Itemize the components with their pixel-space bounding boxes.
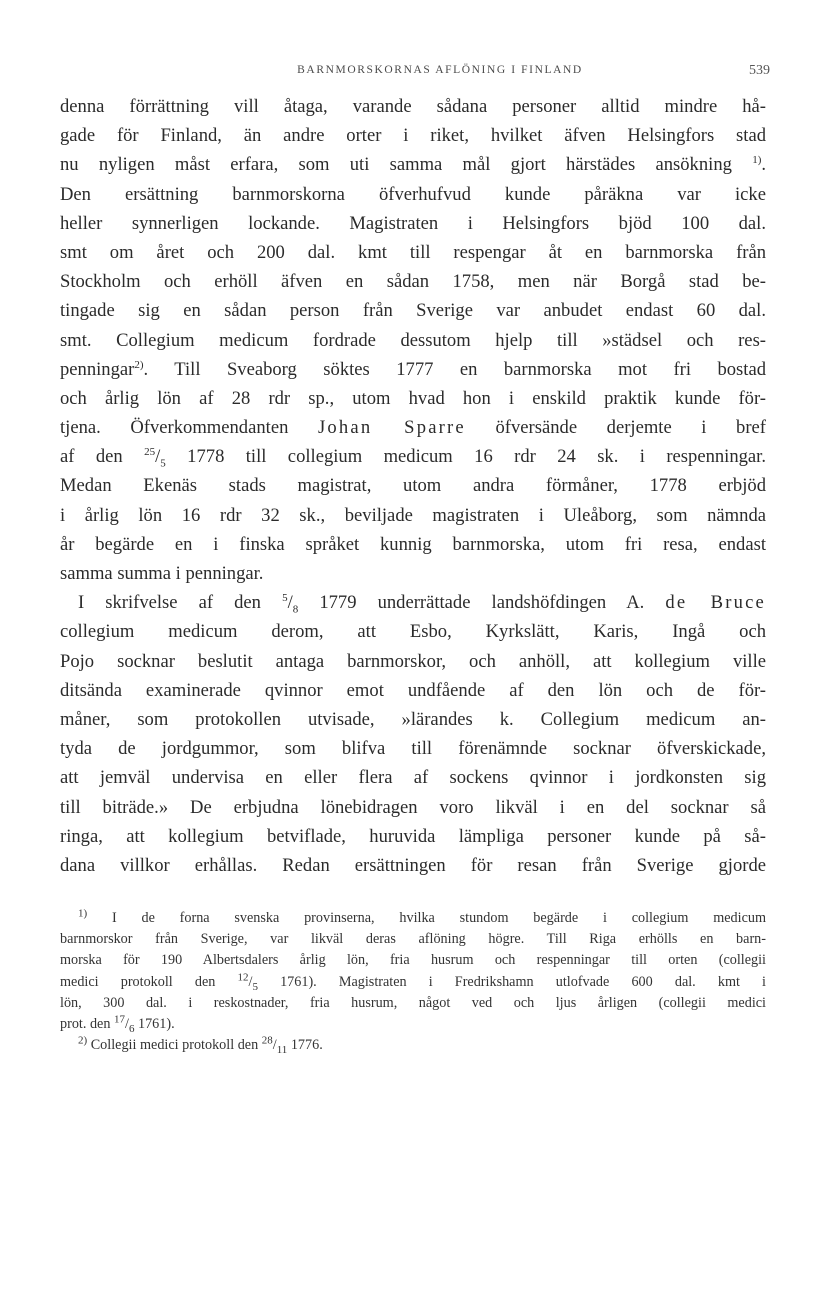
footnote-line (60, 972, 766, 993)
text-line: att jemväl undervisa en eller flera af sockens qvinnor i jordkonsten sig (60, 767, 766, 789)
running-title: BARNMORSKORNAS AFLÖNING I FINLAND (297, 64, 583, 76)
text-line: till biträde.» De erbjudna lönebidragen voro likväl i en del socknar så (60, 796, 766, 818)
footnote-line: barnmorskor från Sverige, var likväl deras aflöning högre. Till Riga erhölls en barn- (60, 931, 766, 948)
text-segment: nu nyligen måst erfara, som uti samma mål gjort härstädes ansökning (60, 154, 732, 176)
running-header (0, 62, 830, 82)
text-segment: 1761). Magistraten i Fredrikshamn utlofvade 600 dal. kmt i (280, 973, 766, 990)
text-segment: 1761). (137, 1015, 175, 1032)
text-line: collegium medicum derom, att Esbo, Kyrkslätt, Karis, Ingå och (60, 621, 766, 643)
text-segment: penningar (60, 358, 135, 380)
footnote-ref: 2) (134, 358, 144, 371)
text-segment: I skrifvelse af den (78, 592, 261, 614)
date-fraction: $^5/_8$ (282, 592, 299, 616)
text-line: ringa, att kollegium betviflade, huruvida lämpliga personer kunde på så- (60, 825, 766, 847)
text-segment: medici protokoll den (60, 973, 216, 990)
text-line: gade för Finland, än andre orter i riket, hvilket äfven Helsingfors stad (60, 125, 766, 147)
text-line: dana villkor erhållas. Redan ersättningen för resan från Sverige gjorde (60, 854, 766, 876)
text-line: ditsända examinerade qvinnor emot undfående af den lön och de för- (60, 679, 766, 701)
text-line: penningar$^{2)}$. Till Sveaborg söktes 1777 en barnmorska mot fri bostad (60, 358, 766, 380)
date-fraction: $^{17}/_6$ (113, 1013, 135, 1035)
person-name: Johan Sparre (317, 417, 466, 439)
body-text (60, 92, 766, 880)
footnote-line (60, 1014, 766, 1035)
text-line: i årlig lön 16 rdr 32 sk., beviljade magistraten i Uleåborg, som nämnda (60, 504, 766, 526)
text-segment: Till Sveaborg söktes 1777 en barnmorska mot fri bostad (174, 358, 766, 380)
text-line: och årlig lön af 28 rdr sp., utom hvad hon i enskild praktik kunde för- (60, 387, 766, 409)
text-segment: I de forna svenska provinserna, hvilka stundom begärde i collegium medicum (111, 910, 767, 926)
text-line: Stockholm och erhöll äfven en sådan 1758, men när Borgå stad be- (60, 271, 766, 293)
text-line: Medan Ekenäs stads magistrat, utom andra förmåner, 1778 erbjöd (60, 475, 766, 497)
text-line (60, 442, 766, 471)
footnote-ref: 1) (752, 154, 762, 167)
text-segment: Collegii medici protokoll den (90, 1037, 259, 1054)
text-line (60, 588, 766, 617)
text-line: samma summa i penningar. (60, 563, 264, 584)
person-name: de Bruce (665, 592, 767, 614)
text-line: tingade sig en sådan person från Sverige var anbudet endast 60 dal. (60, 300, 766, 322)
text-line: smt. Collegium medicum fordrade dessutom hjelp till »städsel och res- (60, 329, 766, 351)
date-fraction: $^{12}/_5$ (237, 970, 258, 993)
text-line (60, 413, 766, 442)
text-line: måner, som protokollen utvisade, »lärandes k. Collegium medicum an- (60, 708, 766, 730)
text-line: tyda de jordgummor, som blifva till förenämnde socknar öfverskickade, (60, 738, 766, 760)
text-segment: 1776. (290, 1037, 323, 1054)
date-fraction: $^{25}/_5$ (144, 446, 166, 470)
text-line: Pojo socknar beslutit antaga barnmorskor, och anhöll, att kollegium ville (60, 650, 766, 672)
footnote-line (60, 908, 766, 929)
date-fraction: $^{28}/_{11}$ (261, 1034, 288, 1056)
text-line: Den ersättning barnmorskorna öfverhufvud kunde påräkna var icke (60, 183, 766, 205)
text-line: heller synnerligen lockande. Magistraten i Helsingfors bjöd 100 dal. (60, 212, 766, 234)
footnote-line (60, 1035, 766, 1056)
text-segment: 1778 till collegium medicum 16 rdr 24 sk. i respenningar. (187, 446, 766, 468)
footnote-line: lön, 300 dal. i reskostnader, fria husrum, något ved och ljus årligen (collegii medici (60, 994, 766, 1011)
footnotes (60, 908, 766, 1056)
text-line: denna förrättning vill åtaga, varande sådana personer alltid mindre hå- (60, 96, 766, 117)
text-line: smt om året och 200 dal. kmt till respengar åt en barnmorska från (60, 241, 766, 263)
text-segment: prot. den (60, 1015, 111, 1032)
text-line: år begärde en i finska språket kunnig barnmorska, utom fri resa, endast (60, 533, 766, 555)
text-line: nu nyligen måst erfara, som uti samma mål gjort härstädes ansökning $^{1)}$. (60, 154, 767, 176)
text-segment: af den (60, 446, 123, 468)
text-segment: tjena. Öfverkommendanten (60, 417, 289, 439)
page-number: 539 (749, 63, 770, 78)
footnote-line: morska för 190 Albertsdalers årlig lön, fria husrum och respenningar till orten (collegii (60, 952, 766, 969)
footnote-marker: 1) (78, 907, 88, 920)
text-segment: öfversände derjemte i bref (495, 417, 766, 439)
footnote-marker: 2) (78, 1034, 88, 1047)
text-segment: 1779 underrättade landshöfdingen A. (319, 592, 645, 614)
